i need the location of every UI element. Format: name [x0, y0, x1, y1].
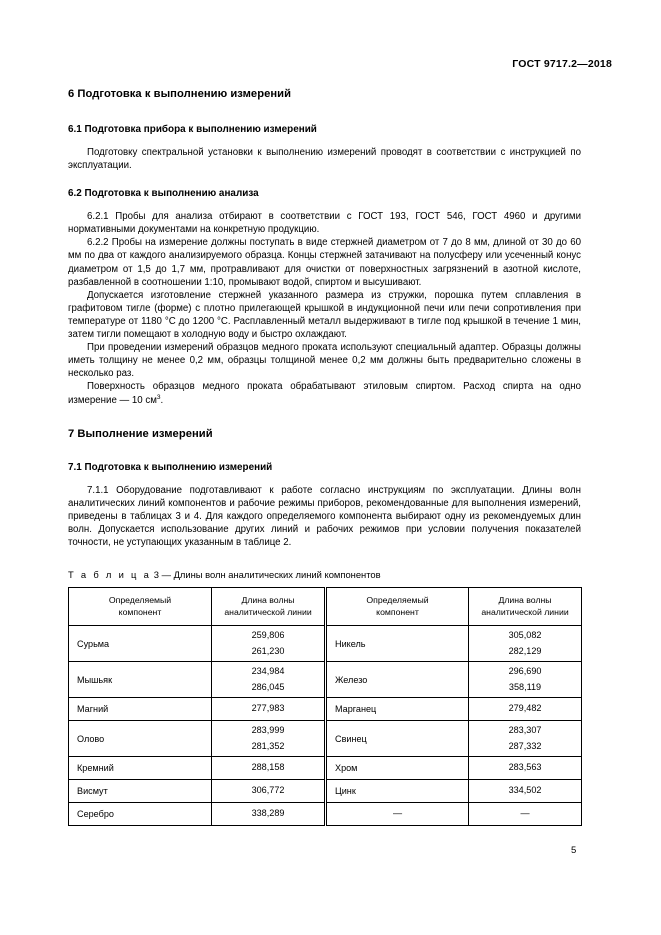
- wavelength-value-2: 286,045: [251, 681, 285, 692]
- wavelength-value-2: 281,352: [251, 740, 285, 751]
- cell-component-right: Марганец: [326, 698, 469, 721]
- section-6-heading: 6 Подготовка к выполнению измерений: [68, 88, 292, 100]
- spacer: [68, 135, 581, 146]
- section-7-1-heading: 7.1 Подготовка к выполнению измерений: [68, 461, 273, 473]
- page-number: 5: [571, 845, 577, 856]
- wavelength-value-1: 234,984: [251, 666, 285, 677]
- cell-wavelength-left: 288,158: [212, 757, 326, 780]
- alcohol-consumption-text: Поверхность образцов медного проката обрабатывают этиловым спиртом. Расход спирта на одно измерение — 10 см: [68, 381, 581, 406]
- col-header-line2: компонент: [118, 606, 162, 617]
- spacer: [68, 549, 581, 569]
- wavelength-value-1: 259,806: [251, 630, 285, 641]
- wavelength-value-2: 261,230: [251, 645, 285, 656]
- cell-wavelength-right: [469, 721, 582, 757]
- section-7-heading: 7 Выполнение измерений: [68, 427, 213, 440]
- cell-wavelength-right: 283,563: [469, 757, 582, 780]
- cell-wavelength-right: [469, 662, 582, 698]
- cell-component-right: Никель: [326, 626, 469, 662]
- wavelength-value-1: 296,690: [508, 666, 542, 677]
- cell-wavelength-left: [212, 662, 326, 698]
- clause-6-2-2-paragraph: 6.2.2 Пробы на измерение должны поступать в виде стержней диаметром от 7 до 8 мм, длиной от 30 до 60 мм по два от каждого анализируемого образца. Концы стержней затачивают на полусферу или усеченный конус диаметром от 1,5 до 1,7 мм, протравливают для очистки от поверхностных загрязнений в азотной кислоте, разбавленной в соотношении 1:10, промывают водой, спиртом и высушивают.: [68, 237, 581, 288]
- table-row: [69, 698, 582, 721]
- wavelength-value-1: 283,999: [251, 725, 285, 736]
- col-header-component-right: [326, 588, 469, 626]
- clause-6-2-2-paragraph-2: Допускается изготовление стержней указанного размера из стружки, порошка путем сплавления в графитовом тигле (форме) с плотно прилегающей крышкой в индукционной печи или печи сопротивления при температуре от 1180 °С до 1200 °С. Расплавленный металл выдерживают в тигле под крышкой в течение 1 мин, затем тигли помещают в холодную воду и быстро охлаждают.: [68, 289, 581, 341]
- table-body: [69, 626, 582, 826]
- table-header-row: [69, 588, 582, 626]
- col-header-component-left: [69, 588, 212, 626]
- table-row: [69, 721, 582, 757]
- clause-6-2-2-paragraph-3: При проведении измерений образцов медного проката используют специальный адаптер. Образцы должны иметь толщину не менее 0,2 мм, образцы толщиной менее 0,2 мм должны быть предварительно сложены в несколько раз.: [68, 342, 581, 380]
- cell-component-left: Серебро: [69, 803, 212, 826]
- clause-6-2-2-paragraph-4: [68, 380, 581, 406]
- cell-component-left: Сурьма: [69, 626, 212, 662]
- section-6-2-heading: 6.2 Подготовка к выполнению анализа: [68, 188, 259, 200]
- cell-component-left: Висмут: [69, 780, 212, 803]
- standard-number-header: ГОСТ 9717.2—2018: [512, 58, 612, 70]
- cell-wavelength-left: [212, 626, 326, 662]
- spacer: [68, 440, 581, 462]
- col-header-wavelength-right: [469, 588, 582, 626]
- table-row: [69, 757, 582, 780]
- wavelength-table: [68, 587, 582, 826]
- col-header-line1: Длина волны: [241, 595, 295, 606]
- wavelength-value-2: 287,332: [508, 740, 542, 751]
- wavelength-value-2: 282,129: [508, 645, 542, 656]
- col-header-line2: компонент: [376, 606, 419, 617]
- col-header-wavelength-left: [212, 588, 326, 626]
- cell-component-left: Магний: [69, 698, 212, 721]
- col-header-line1: Длина волны: [498, 595, 552, 606]
- cell-component-right: Цинк: [326, 780, 469, 803]
- wavelength-value-1: 283,307: [508, 725, 542, 736]
- spacer: [68, 407, 581, 428]
- cell-wavelength-left: 338,289: [212, 803, 326, 826]
- table-row: [69, 803, 582, 826]
- cell-component-right: —: [326, 803, 469, 826]
- wavelength-value-1: 305,082: [508, 630, 542, 641]
- cell-component-right: Свинец: [326, 721, 469, 757]
- cubic-superscript: 3: [156, 393, 161, 401]
- wavelength-value-2: 358,119: [508, 681, 542, 692]
- cell-wavelength-right: [469, 626, 582, 662]
- table-caption-title: Длины волн аналитических линий компонентов: [173, 569, 381, 581]
- cell-component-left: Мышьяк: [69, 662, 212, 698]
- section-6-1-paragraph: Подготовку спектральной установки к выполнению измерений проводят в соответствии с инструкцией по эксплуатации.: [68, 147, 581, 172]
- cell-component-left: Кремний: [69, 757, 212, 780]
- cell-wavelength-left: 277,983: [212, 698, 326, 721]
- cell-wavelength-left: [212, 721, 326, 757]
- col-header-line2: аналитической линии: [481, 606, 569, 617]
- table-row: [69, 780, 582, 803]
- table-caption-label: Т а б л и ц а: [68, 569, 152, 581]
- cell-wavelength-right: 334,502: [469, 780, 582, 803]
- table-caption-number: 3: [153, 569, 159, 581]
- cell-wavelength-right: 279,482: [469, 698, 582, 721]
- section-6-1-heading: 6.1 Подготовка прибора к выполнению измерений: [68, 124, 317, 135]
- table-3-caption: [68, 569, 581, 580]
- table-row: [69, 626, 582, 662]
- table-caption-dash: —: [161, 569, 171, 581]
- col-header-line1: Определяемый: [366, 595, 429, 606]
- col-header-line2: аналитической линии: [224, 606, 312, 617]
- spacer: [68, 100, 581, 124]
- cell-wavelength-left: 306,772: [212, 780, 326, 803]
- cell-wavelength-right: —: [469, 803, 582, 826]
- sentence-period: .: [160, 394, 164, 406]
- cell-component-right: Железо: [326, 662, 469, 698]
- col-header-line1: Определяемый: [108, 595, 172, 606]
- cell-component-right: Хром: [326, 757, 469, 780]
- table-row: [69, 662, 582, 698]
- spacer: [68, 580, 581, 587]
- spacer: [68, 199, 581, 210]
- page-content: [68, 88, 581, 826]
- clause-6-2-1-paragraph: 6.2.1 Пробы для анализа отбирают в соответствии с ГОСТ 193, ГОСТ 546, ГОСТ 4960 и другими нормативными документами на конкретную продукцию.: [68, 211, 581, 236]
- spacer: [68, 473, 581, 484]
- spacer: [68, 172, 581, 188]
- cell-component-left: Олово: [69, 721, 212, 757]
- clause-7-1-1-paragraph: 7.1.1 Оборудование подготавливают к работе согласно инструкциям по эксплуатации. Длины волн аналитических линий компонентов и рабочие режимы приборов, рекомендованные для выполнения измерений, приведены в таблицах 3 и 4. Для каждого определяемого компонента выбирают одну из рекомендуемых длин волн. Допускается использование других линий и рабочих режимов при условии получения показателей точности, не уступающих указанным в таблице 2.: [68, 484, 581, 548]
- table-head: [69, 588, 582, 626]
